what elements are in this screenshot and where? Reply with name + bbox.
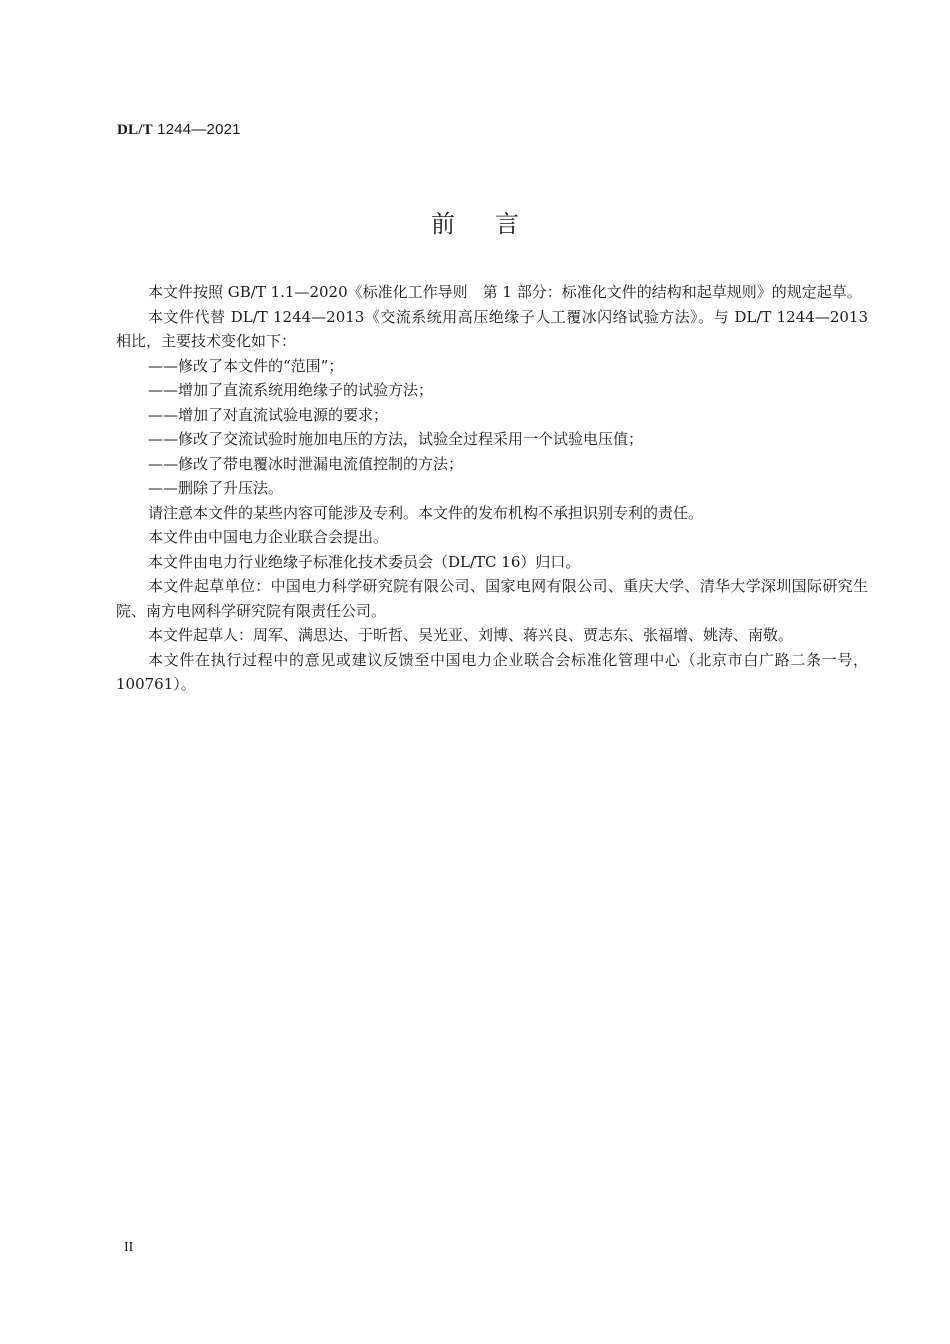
page-number: II	[124, 1240, 134, 1255]
change-item: ——修改了本文件的“范围”；	[148, 356, 344, 375]
change-item: ——修改了交流试验时施加电压的方法，试验全过程采用一个试验电压值；	[148, 430, 644, 448]
paragraph-feedback: 本文件在执行过程中的意见或建议反馈至中国电力企业联合会标准化管理中心（北京市白广路二条一号，100761）。	[116, 650, 868, 693]
page-title: 前言	[431, 210, 559, 238]
standard-code	[117, 121, 241, 139]
paragraph-patent-notice: 请注意本文件的某些内容可能涉及专利。本文件的发布机构不承担识别专利的责任。	[148, 503, 704, 522]
change-item: ——修改了带电覆冰时泄漏电流值控制的方法；	[148, 454, 464, 473]
standard-prefix: DL/T	[117, 122, 153, 138]
change-item: ——增加了直流系统用绝缘子的试验方法；	[148, 381, 434, 399]
change-item: ——删除了升压法。	[148, 479, 284, 497]
paragraph-drafting-organizations: 本文件起草单位：中国电力科学研究院有限公司、国家电网有限公司、重庆大学、清华大学深圳国际研究生院、南方电网科学研究院有限责任公司。	[116, 577, 868, 620]
paragraph-drafters: 本文件起草人：周军、满思达、于昕哲、吴光亚、刘博、蒋兴良、贾志东、张福增、姚涛、南敬。	[148, 626, 794, 644]
change-item: ——增加了对直流试验电源的要求；	[148, 405, 389, 424]
standard-number: 1244—2021	[152, 121, 241, 138]
paragraph-drafting-rules: 本文件按照 GB/T 1.1—2020《标准化工作导则 第 1 部分：标准化文件的结构和起草规则》的规定起草。	[148, 283, 862, 301]
foreword-body	[116, 280, 868, 697]
paragraph-centralized-by: 本文件由电力行业绝缘子标准化技术委员会（DL/TC 16）归口。	[148, 552, 581, 571]
paragraph-proposed-by: 本文件由中国电力企业联合会提出。	[148, 528, 389, 546]
paragraph-replacement: 本文件代替 DL/T 1244—2013《交流系统用高压绝缘子人工覆冰闪络试验方法》。与 DL/T 1244—2013 相比，主要技术变化如下：	[116, 307, 868, 350]
